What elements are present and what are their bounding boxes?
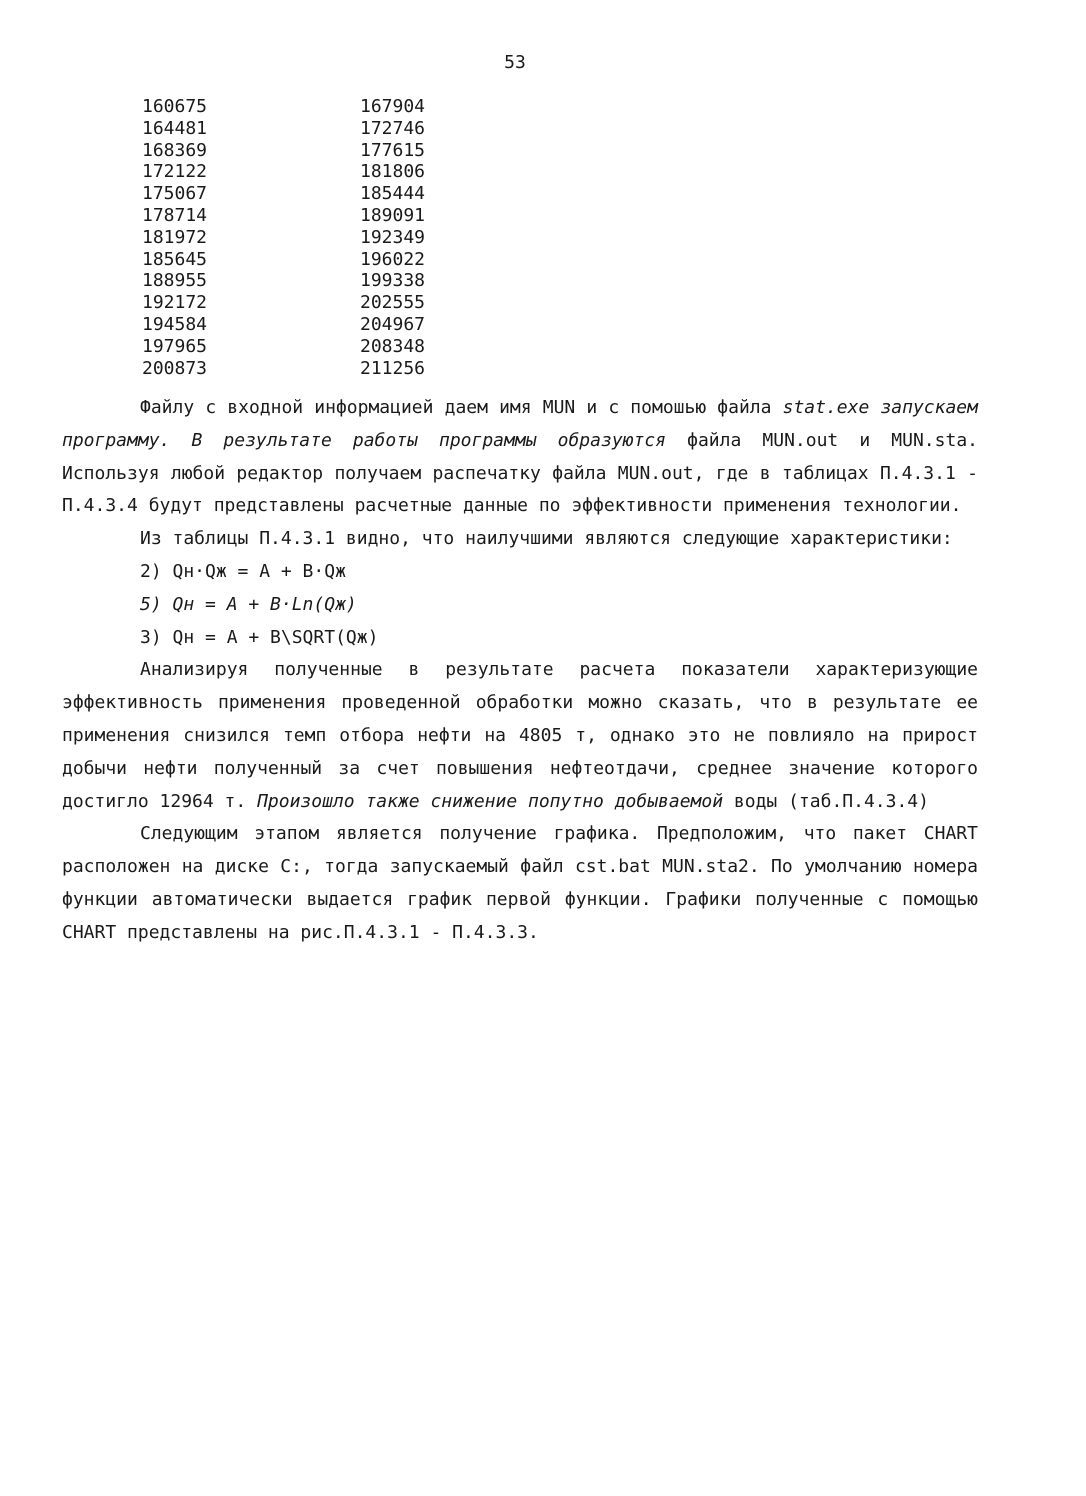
table-row bbox=[142, 96, 425, 118]
table-cell: 208348 bbox=[360, 335, 426, 357]
page-number: 53 bbox=[504, 52, 526, 73]
table-cell: 200873 bbox=[142, 357, 208, 379]
table-row bbox=[142, 205, 425, 227]
table-row bbox=[142, 227, 425, 249]
body-text bbox=[62, 392, 978, 950]
table-cell: 172122 bbox=[142, 161, 208, 183]
formula-line: 5) Qн = A + B·Ln(Qж) bbox=[140, 593, 357, 615]
table-cell: 181972 bbox=[142, 226, 208, 248]
paragraph-text: файла MUN.out и MUN.sta. Используя любой редактор получаем распечатку файла MUN.out, где в таблицах П.4.3.1 - П.4.3.4 будут представлены расчетные данные по эффективности применения технологии. bbox=[62, 429, 978, 517]
paragraph-text: воды (таб.П.4.3.4) bbox=[723, 790, 929, 812]
table-row bbox=[142, 183, 425, 205]
table-cell: 172746 bbox=[360, 117, 426, 139]
italic-text: Произошло также снижение попутно добываемой bbox=[257, 790, 724, 812]
table-row bbox=[142, 140, 425, 162]
table-row bbox=[142, 314, 425, 336]
paragraph-text: Анализируя полученные в результате расчета показатели характеризующие эффективность применения проведенной обработки можно сказать, что в результате ее применения снизился темп отбора нефти на 4805 т, однако это не повлияло на прирост добычи нефти полученный за счет повышения нефтеотдачи, среднее значение которого достигло 12964 т. bbox=[62, 659, 978, 812]
table-row bbox=[142, 161, 425, 183]
table-row bbox=[142, 358, 425, 380]
table-row bbox=[142, 336, 425, 358]
table-cell: 202555 bbox=[360, 292, 426, 314]
table-cell: 192172 bbox=[142, 292, 208, 314]
paragraph-analysis bbox=[62, 654, 978, 818]
table-cell: 194584 bbox=[142, 313, 208, 335]
table-cell: 204967 bbox=[360, 313, 426, 335]
table-cell: 178714 bbox=[142, 204, 208, 226]
table-cell: 160675 bbox=[142, 96, 208, 117]
table-cell: 164481 bbox=[142, 117, 208, 139]
table-cell: 196022 bbox=[360, 248, 426, 270]
table-cell: 188955 bbox=[142, 270, 208, 292]
table-cell: 189091 bbox=[360, 204, 426, 226]
number-table bbox=[142, 96, 425, 379]
formula-line: 3) Qн = A + B\SQRT(Qж) bbox=[140, 626, 379, 648]
table-cell: 192349 bbox=[360, 226, 426, 248]
table-cell: 175067 bbox=[142, 183, 208, 205]
table-row bbox=[142, 292, 425, 314]
table-cell: 211256 bbox=[360, 357, 426, 379]
paragraph-chart: Следующим этапом является получение графика. Предположим, что пакет CHART расположен на диске C:, тогда запускаемый файл cst.bat MUN.sta2. По умолчанию номера функции автоматически выдается график первой функции. Графики полученные с помощью CHART представлены на рис.П.4.3.1 - П.4.3.3. bbox=[62, 823, 978, 943]
table-cell: 185444 bbox=[360, 183, 426, 205]
table-cell: 185645 bbox=[142, 248, 208, 270]
paragraph-program-run bbox=[62, 392, 978, 523]
table-cell: 177615 bbox=[360, 139, 426, 161]
paragraph-best-characteristics: Из таблицы П.4.3.1 видно, что наилучшими являются следующие характеристики: bbox=[140, 528, 953, 550]
table-cell: 181806 bbox=[360, 161, 426, 183]
table-cell: 167904 bbox=[360, 96, 426, 117]
italic-text: stat.exe запускаем программу. В результате работы программы образуются bbox=[62, 397, 978, 451]
table-cell: 199338 bbox=[360, 270, 426, 292]
formula-line: 2) Qн·Qж = A + B·Qж bbox=[140, 560, 346, 582]
table-row bbox=[142, 118, 425, 140]
table-cell: 168369 bbox=[142, 139, 208, 161]
table-cell: 197965 bbox=[142, 335, 208, 357]
table-row bbox=[142, 270, 425, 292]
table-row bbox=[142, 249, 425, 271]
paragraph-text: Файлу с входной информацией даем имя MUN и с помошью файла bbox=[140, 397, 783, 418]
